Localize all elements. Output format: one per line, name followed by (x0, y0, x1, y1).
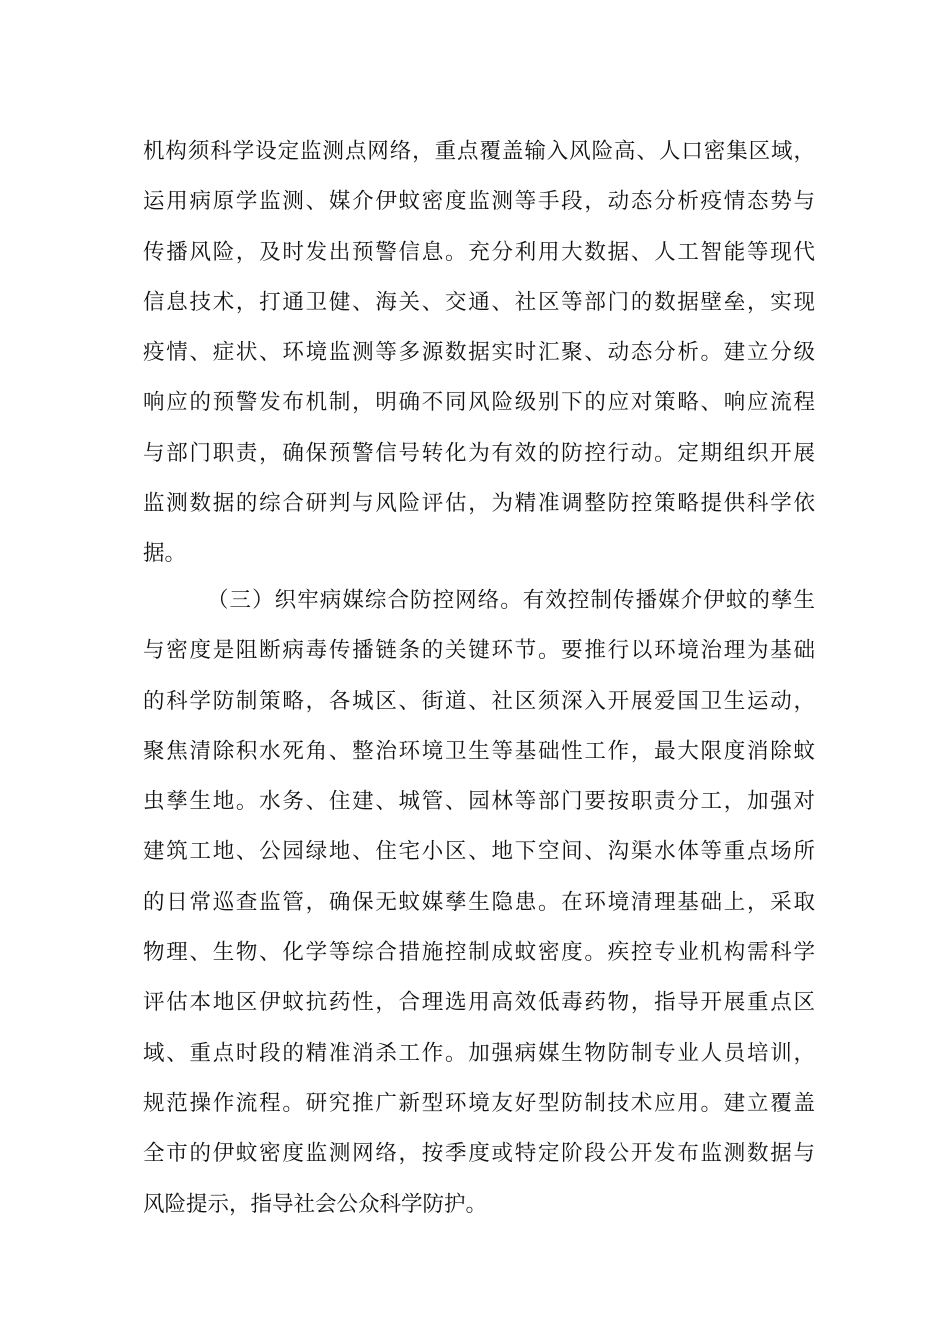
text-line: 聚焦清除积水死角、整治环境卫生等基础性工作，最大限度消除蚊 (143, 738, 815, 764)
text-line: 监测数据的综合研判与风险评估，为精准调整防控策略提供科学依 (143, 491, 815, 517)
text-line: 风险提示，指导社会公众科学防护。 (143, 1191, 488, 1217)
text-line: 据。 (143, 541, 187, 567)
section-heading-line: （三）织牢病媒综合防控网络。有效控制传播媒介伊蚊的孳生 (207, 588, 815, 613)
text-line: 的日常巡查监管，确保无蚊媒孳生隐患。在环境清理基础上，采取 (143, 889, 815, 915)
text-line: 机构须科学设定监测点网络，重点覆盖输入风险高、人口密集区域， (143, 139, 815, 164)
text-line: 物理、生物、化学等综合措施控制成蚊密度。疾控专业机构需科学 (143, 940, 815, 966)
text-line: 与密度是阻断病毒传播链条的关键环节。要推行以环境治理为基础 (143, 638, 815, 664)
text-line: 疫情、症状、环境监测等多源数据实时汇聚、动态分析。建立分级 (143, 340, 815, 366)
text-line: 虫孳生地。水务、住建、城管、园林等部门要按职责分工，加强对 (143, 789, 815, 815)
paragraph-continued (143, 127, 815, 580)
text-line: 域、重点时段的精准消杀工作。加强病媒生物防制专业人员培训， (143, 1040, 815, 1066)
text-line: 运用病原学监测、媒介伊蚊密度监测等手段，动态分析疫情态势与 (143, 189, 815, 215)
text-line: 传播风险，及时发出预警信息。充分利用大数据、人工智能等现代 (143, 239, 815, 265)
text-line: 与部门职责，确保预警信号转化为有效的防控行动。定期组织开展 (143, 440, 815, 466)
text-line: 的科学防制策略，各城区、街道、社区须深入开展爱国卫生运动， (143, 688, 815, 714)
text-line: 信息技术，打通卫健、海关、交通、社区等部门的数据壁垒，实现 (143, 289, 815, 315)
text-line: 响应的预警发布机制，明确不同风险级别下的应对策略、响应流程 (143, 390, 815, 416)
text-line: 建筑工地、公园绿地、住宅小区、地下空间、沟渠水体等重点场所 (143, 839, 815, 865)
text-line: 全市的伊蚊密度监测网络，按季度或特定阶段公开发布监测数据与 (143, 1141, 815, 1167)
paragraph-section-3 (143, 576, 815, 1230)
text-line: 规范操作流程。研究推广新型环境友好型防制技术应用。建立覆盖 (143, 1090, 815, 1116)
text-line: 评估本地区伊蚊抗药性，合理选用高效低毒药物，指导开展重点区 (143, 990, 815, 1016)
